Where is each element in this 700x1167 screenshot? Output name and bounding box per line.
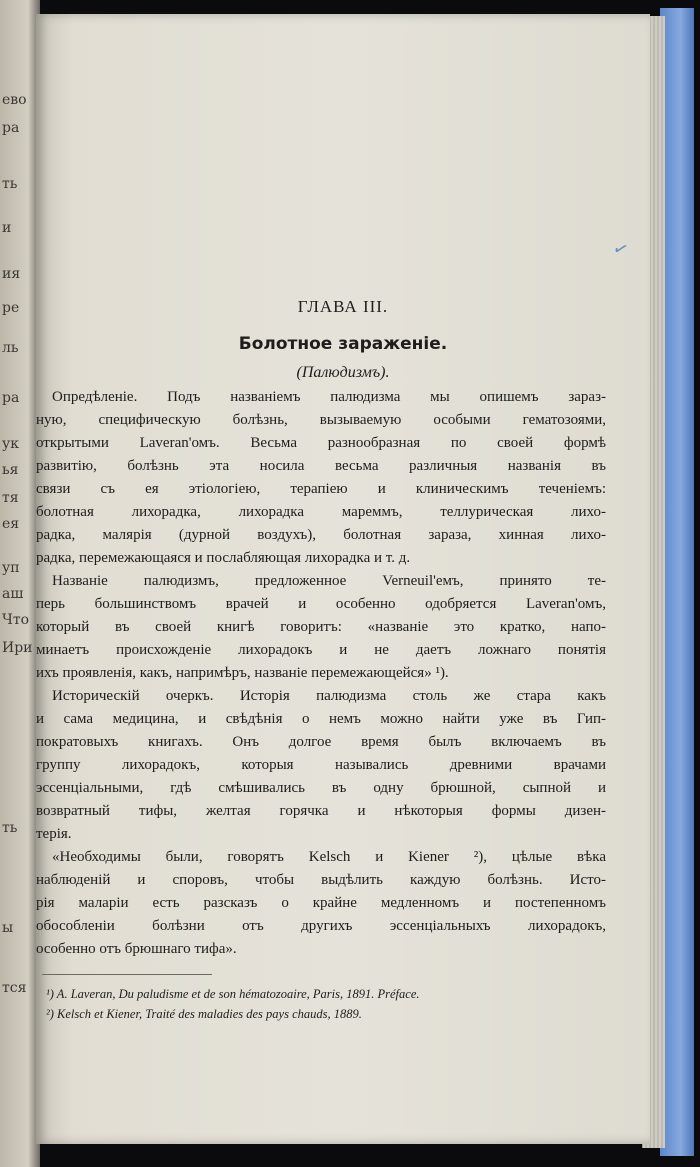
left-page-fragment: ть <box>2 176 18 192</box>
body-line: который въ своей книгѣ говоритъ: «названіе это кратко, напо- <box>36 619 606 635</box>
chapter-heading: ГЛАВА III. <box>297 297 389 316</box>
body-line: терія. <box>36 826 72 842</box>
body-line: рія маларіи есть разсказъ о крайне медленномъ и постепенномъ <box>36 895 606 911</box>
body-line: «Необходимы были, говорятъ Kelsch и Kiener ²), цѣлые вѣка <box>52 849 606 865</box>
body-text <box>36 386 606 961</box>
body-line: открытыми Laveran'омъ. Весьма разнообразная по своей формѣ <box>36 435 606 451</box>
left-page-fragment: и <box>2 220 12 236</box>
left-page-fragment: Ири <box>2 640 33 656</box>
body-line: пократовыхъ книгахъ. Онъ долгое время былъ включаемъ въ <box>36 734 606 750</box>
body-line: болотная лихорадка, лихорадка мареммъ, теллурическая лихо- <box>36 504 606 520</box>
body-line: развитію, болѣзнь эта носила весьма различныя названія въ <box>36 458 606 474</box>
left-page-fragment: Что <box>2 612 29 628</box>
book-page <box>36 14 650 1144</box>
body-line: Историческій очеркъ. Исторія палюдизма столь же стара какъ <box>52 688 606 704</box>
left-page-fragment: ево <box>2 92 27 108</box>
body-line: обособленіи болѣзни отъ другихъ эссенціальныхъ лихорадокъ, <box>36 918 606 934</box>
left-page-fragment: ея <box>2 516 20 532</box>
left-page-fragment: ра <box>2 120 20 136</box>
body-line: связи съ ея этіологіею, терапіею и клиническимъ теченіемъ: <box>36 481 606 497</box>
left-page-fragment: уп <box>2 560 20 576</box>
left-page-fragment: ья <box>2 462 19 478</box>
pencil-mark-icon: ✓ <box>609 237 632 262</box>
chapter-subtitle: (Палюдизмъ). <box>296 364 390 381</box>
left-page-fragment: ль <box>2 340 19 356</box>
body-line: группу лихорадокъ, которыя назывались древними врачами <box>36 757 606 773</box>
book-cover-edge <box>660 8 694 1156</box>
left-page-fragment: аш <box>2 586 24 602</box>
footnote: ²) Kelsch et Kiener, Traité des maladies des pays chauds, 1889. <box>46 1007 362 1021</box>
left-page-fragment: тся <box>2 980 27 996</box>
left-page-fragment: ы <box>2 920 14 936</box>
footnotes <box>46 984 606 1024</box>
body-line: перь большинствомъ врачей и особенно одобряется Laveran'омъ, <box>36 596 606 612</box>
left-page-fragment: ре <box>2 300 20 316</box>
left-page-fragment: ть <box>2 820 18 836</box>
left-page-fragment: ра <box>2 390 20 406</box>
body-line: радка, перемежающаяся и послабляющая лихорадка и т. д. <box>36 550 411 566</box>
body-line: особенно отъ брюшнаго тифа». <box>36 941 237 957</box>
body-line: возвратный тифы, желтая горячка и нѣкоторыя формы дизен- <box>36 803 606 819</box>
page-text <box>36 14 650 1144</box>
body-line: и сама медицина, и свѣдѣнія о немъ можно найти уже въ Гип- <box>36 711 606 727</box>
left-page-fragment: ия <box>2 266 21 282</box>
body-line: Опредѣленіе. Подъ названіемъ палюдизма мы опишемъ зараз- <box>52 389 606 405</box>
footnote: ¹) A. Laveran, Du paludisme et de son hématozoaire, Paris, 1891. Préface. <box>46 987 420 1001</box>
body-line: ную, специфическую болѣзнь, вызываемую особыми гематозоями, <box>36 412 606 428</box>
body-line: эссенціальными, гдѣ смѣшивались въ одну брюшной, сыпной и <box>36 780 606 796</box>
left-page-sliver <box>0 0 40 1167</box>
chapter-title: Болотное зараженіе. <box>238 334 448 354</box>
body-line: Названіе палюдизмъ, предложенное Verneuil'емъ, принято те- <box>52 573 606 589</box>
left-page-fragment: тя <box>2 490 19 506</box>
body-line: наблюденій и споровъ, чтобы выдѣлить каждую болѣзнь. Исто- <box>36 872 606 888</box>
body-line: минаетъ происхожденіе лихорадокъ и не даетъ ложнаго понятія <box>36 642 606 658</box>
body-line: ихъ проявленія, какъ, напримѣръ, названіе перемежающейся» ¹). <box>36 665 449 681</box>
body-line: радка, малярія (дурной воздухъ), болотная зараза, хинная лихо- <box>36 527 606 543</box>
left-page-fragment: ук <box>2 436 19 452</box>
footnote-divider <box>42 974 212 975</box>
